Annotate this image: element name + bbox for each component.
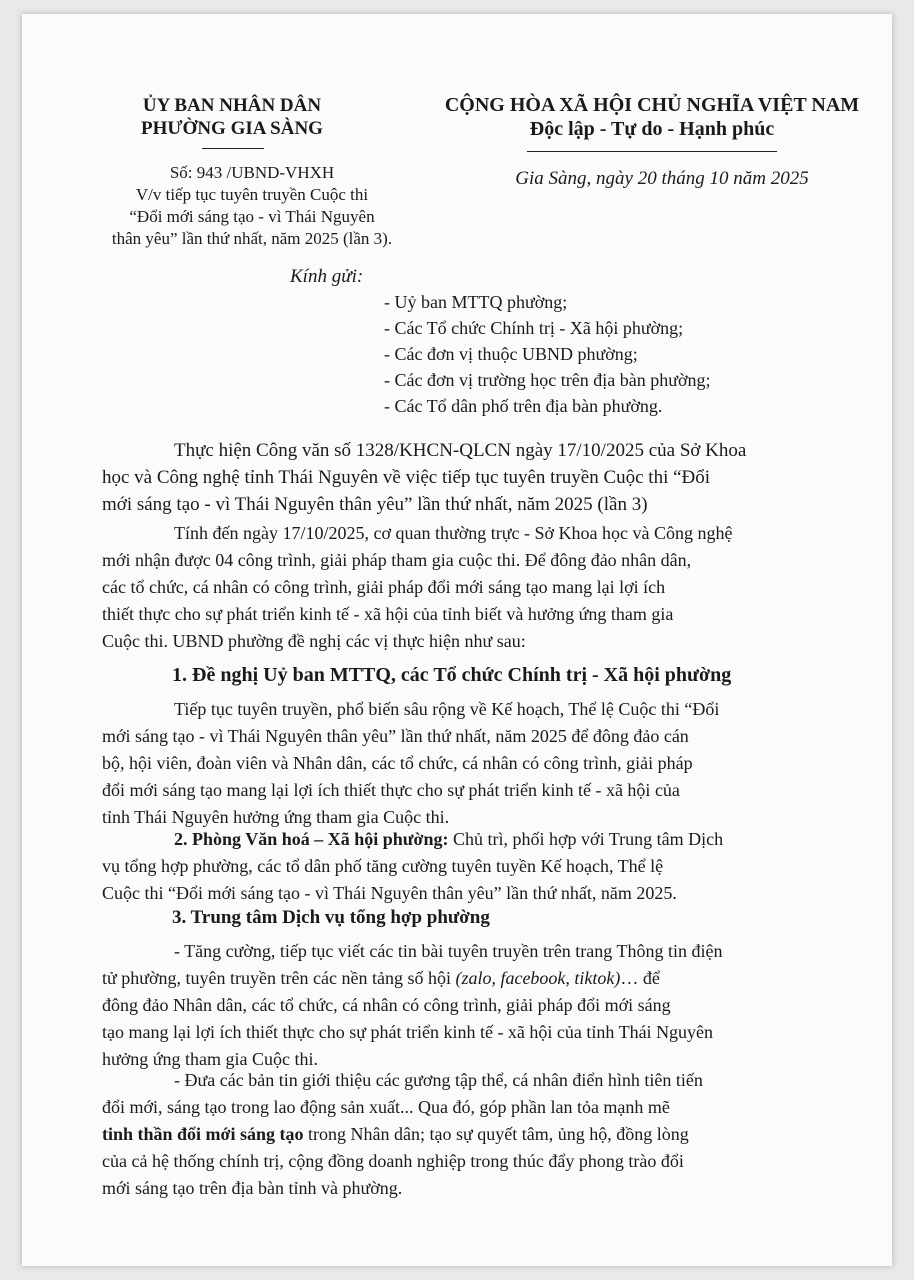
document-reference: [67, 162, 437, 250]
text-line: của cả hệ thống chính trị, cộng đồng doanh nghiệp trong thúc đẩy phong trào đổi: [102, 1151, 684, 1171]
text-line: mới sáng tạo trên địa bàn tỉnh và phường.: [102, 1178, 403, 1198]
salutation: Kính gửi:: [290, 266, 364, 287]
intro-paragraph: [102, 437, 832, 518]
recipient-item: - Uỷ ban MTTQ phường;: [384, 292, 568, 312]
text-line: Cuộc thi. UBND phường đề nghị các vị thực hiện như sau:: [102, 631, 526, 651]
text-line: mới sáng tạo - vì Thái Nguyên thân yêu” lần thứ nhất, năm 2025 để đông đảo cán: [102, 726, 689, 746]
section1-body: [102, 696, 832, 831]
text-span: … để: [620, 968, 660, 988]
issuing-org-line1: ỦY BAN NHÂN DÂN: [142, 95, 322, 116]
document-page: [22, 14, 892, 1266]
text-line: đổi mới sáng tạo mang lại lợi ích thiết thực cho sự phát triển kinh tế - xã hội của: [102, 780, 680, 800]
text-line: vụ tổng hợp phường, các tổ dân phố tăng cường tuyên tuyền Kế hoạch, Thể lệ: [102, 856, 664, 876]
platform-list: (zalo, facebook, tiktok): [455, 968, 621, 988]
text-line: [102, 965, 832, 992]
text-line: đổi mới, sáng tạo trong lao động sản xuất... Qua đó, góp phần lan tỏa mạnh mẽ: [102, 1097, 670, 1117]
issuing-org-line2: PHƯỜNG GIA SÀNG: [141, 118, 323, 139]
text-line: học và Công nghệ tỉnh Thái Nguyên về việc tiếp tục tuyên truyền Cuộc thi “Đổi: [102, 467, 711, 488]
org-underline: [202, 148, 264, 149]
section2-heading: 2. Phòng Văn hoá – Xã hội phường:: [174, 829, 449, 849]
text-line: thiết thực cho sự phát triển kinh tế - xã hội của tỉnh biết và hưởng ứng tham gia: [102, 604, 674, 624]
document-number: Số: 943 /UBND-VHXH: [169, 163, 335, 182]
text-line: Tính đến ngày 17/10/2025, cơ quan thường trực - Sở Khoa học và Công nghệ: [174, 523, 733, 543]
subject-line: thân yêu” lần thứ nhất, năm 2025 (lần 3).: [111, 229, 393, 248]
motto-underline: [527, 151, 777, 152]
text-line: mới nhận được 04 công trình, giải pháp tham gia cuộc thi. Để đông đảo nhân dân,: [102, 550, 692, 570]
text-line: Cuộc thi “Đổi mới sáng tạo - vì Thái Nguyên thân yêu” lần thứ nhất, năm 2025.: [102, 883, 677, 903]
text-span: trong Nhân dân; tạo sự quyết tâm, ủng hộ, đồng lòng: [303, 1124, 689, 1144]
subject-line: V/v tiếp tục tuyên truyền Cuộc thi: [135, 185, 369, 204]
text-line: tạo mang lại lợi ích thiết thực cho sự phát triển kinh tế - xã hội của tỉnh Thái Nguyên: [102, 1022, 714, 1042]
section3-para1: [102, 938, 832, 1073]
recipient-item: - Các Tổ chức Chính trị - Xã hội phường;: [384, 318, 684, 338]
text-line: [102, 1121, 832, 1148]
text-line: hưởng ứng tham gia Cuộc thi.: [102, 1049, 319, 1069]
text-span: tử phường, tuyên truyền trên các nền tảng số hội: [102, 968, 451, 988]
text-line: Thực hiện Công văn số 1328/KHCN-QLCN ngày 17/10/2025 của Sở Khoa: [174, 440, 747, 461]
emphasis-text: tinh thần đổi mới sáng tạo: [102, 1124, 304, 1144]
text-line: đông đảo Nhân dân, các tổ chức, cá nhân có công trình, giải pháp đổi mới sáng: [102, 995, 671, 1015]
text-line: mới sáng tạo - vì Thái Nguyên thân yêu” lần thứ nhất, năm 2025 (lần 3): [102, 494, 648, 515]
national-motto: Độc lập - Tự do - Hạnh phúc: [529, 118, 775, 140]
section3-para2: [102, 1067, 832, 1202]
text-span: Chủ trì, phối hợp với Trung tâm Dịch: [453, 829, 724, 849]
section1-heading: 1. Đề nghị Uỷ ban MTTQ, các Tổ chức Chính trị - Xã hội phường: [172, 664, 732, 686]
text-line: [102, 826, 832, 853]
issue-date: Gia Sàng, ngày 20 tháng 10 năm 2025: [515, 168, 809, 189]
section2-body: [102, 826, 832, 907]
recipient-item: - Các đơn vị trường học trên địa bàn phường;: [384, 370, 711, 390]
section3-heading: 3. Trung tâm Dịch vụ tổng hợp phường: [172, 907, 490, 928]
recipient-item: - Các đơn vị thuộc UBND phường;: [384, 344, 638, 364]
status-paragraph: [102, 520, 832, 655]
text-line: - Đưa các bản tin giới thiệu các gương tập thể, cá nhân điển hình tiên tiến: [174, 1070, 703, 1090]
text-line: Tiếp tục tuyên truyền, phổ biến sâu rộng về Kế hoạch, Thể lệ Cuộc thi “Đổi: [174, 699, 720, 719]
subject-line: “Đổi mới sáng tạo - vì Thái Nguyên: [129, 207, 375, 226]
national-title: CỘNG HÒA XÃ HỘI CHỦ NGHĨA VIỆT NAM: [444, 94, 860, 116]
text-line: tỉnh Thái Nguyên hưởng ứng tham gia Cuộc thi.: [102, 807, 450, 827]
text-line: - Tăng cường, tiếp tục viết các tin bài tuyên truyền trên trang Thông tin điện: [174, 941, 723, 961]
text-line: bộ, hội viên, đoàn viên và Nhân dân, các tổ chức, cá nhân có công trình, giải pháp: [102, 753, 693, 773]
recipient-item: - Các Tổ dân phố trên địa bàn phường.: [384, 396, 663, 416]
text-line: các tổ chức, cá nhân có công trình, giải pháp đổi mới sáng tạo mang lại lợi ích: [102, 577, 666, 597]
